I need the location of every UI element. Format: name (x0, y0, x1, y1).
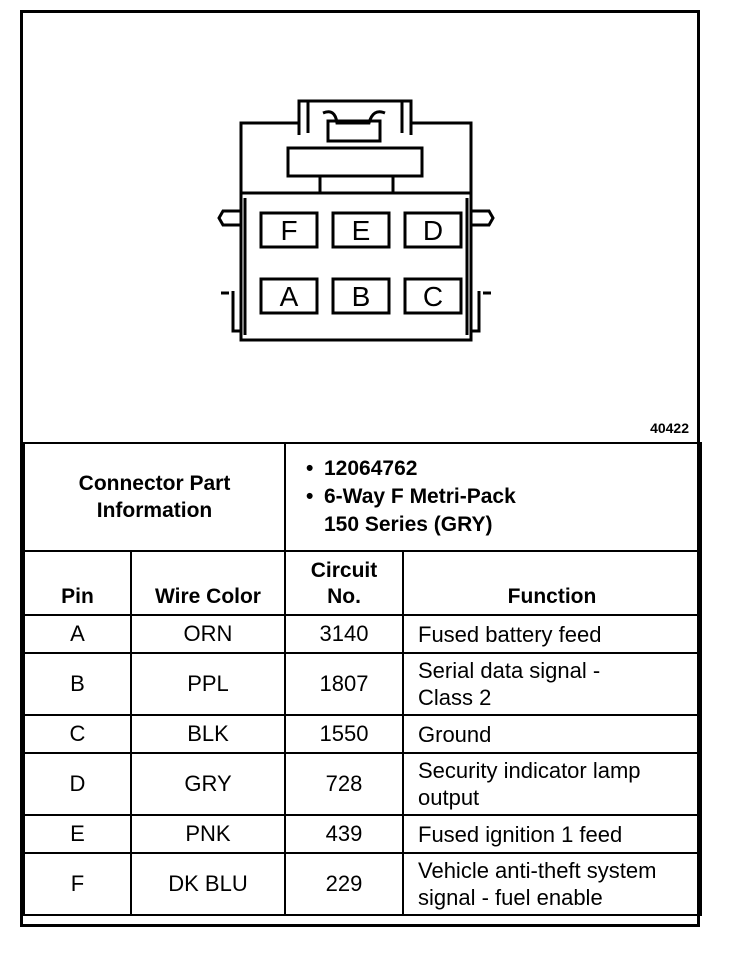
diagram-frame (20, 10, 700, 927)
pin-row (24, 615, 701, 653)
cell-pin: B (24, 653, 131, 715)
connector-latch (299, 101, 411, 135)
cell-circuit: 1550 (285, 715, 403, 753)
cell-circuit: 229 (285, 853, 403, 915)
cell-pin: A (24, 615, 131, 653)
cell-wire-color: GRY (131, 753, 285, 815)
pin-label-c: C (422, 281, 444, 312)
header-row (24, 551, 701, 615)
header-function: Function (403, 551, 701, 615)
info-row (24, 443, 701, 551)
pin-label-f: F (280, 215, 298, 246)
cell-circuit: 1807 (285, 653, 403, 715)
part-description-line1: 6-Way F Metri-Pack (324, 485, 516, 508)
info-label-line2: Information (96, 499, 213, 522)
cell-pin: C (24, 715, 131, 753)
cell-circuit: 439 (285, 815, 403, 853)
header-circuit: Circuit No. (285, 551, 403, 615)
cell-function: Security indicator lamp output (403, 753, 701, 815)
info-label-line1: Connector Part (78, 472, 231, 495)
cell-pin: D (24, 753, 131, 815)
header-pin: Pin (24, 551, 131, 615)
part-description-line2: 150 Series (GRY) (324, 513, 493, 536)
pin-row (24, 753, 701, 815)
cell-wire-color: BLK (131, 715, 285, 753)
pin-label-e: E (351, 215, 371, 246)
cell-circuit: 3140 (285, 615, 403, 653)
info-values-cell: • 12064762 • 6-Way F Metri-Pack 150 Series (GRY) (285, 443, 701, 551)
pin-row (24, 853, 701, 915)
connector-drawing (23, 13, 697, 441)
connector-table (23, 442, 702, 916)
cell-function: Serial data signal - Class 2 (403, 653, 701, 715)
cell-pin: F (24, 853, 131, 915)
pin-label-d: D (422, 215, 444, 246)
cell-wire-color: ORN (131, 615, 285, 653)
part-number: 12064762 (324, 457, 418, 480)
cell-function: Fused ignition 1 feed (403, 815, 701, 853)
pin-row (24, 653, 701, 715)
connector-hood (241, 123, 471, 198)
cell-wire-color: PNK (131, 815, 285, 853)
pin-row (24, 815, 701, 853)
pin-row (24, 715, 701, 753)
cell-function: Fused battery feed (403, 615, 701, 653)
cell-pin: E (24, 815, 131, 853)
cell-wire-color: PPL (131, 653, 285, 715)
pin-label-b: B (351, 281, 371, 312)
figure-number: 40422 (650, 420, 689, 436)
cell-wire-color: DK BLU (131, 853, 285, 915)
pin-label-a: A (279, 281, 299, 312)
cell-function: Ground (403, 715, 701, 753)
cell-circuit: 728 (285, 753, 403, 815)
info-label-cell (24, 443, 285, 551)
header-wire-color: Wire Color (131, 551, 285, 615)
cell-function: Vehicle anti-theft system signal - fuel enable (403, 853, 701, 915)
